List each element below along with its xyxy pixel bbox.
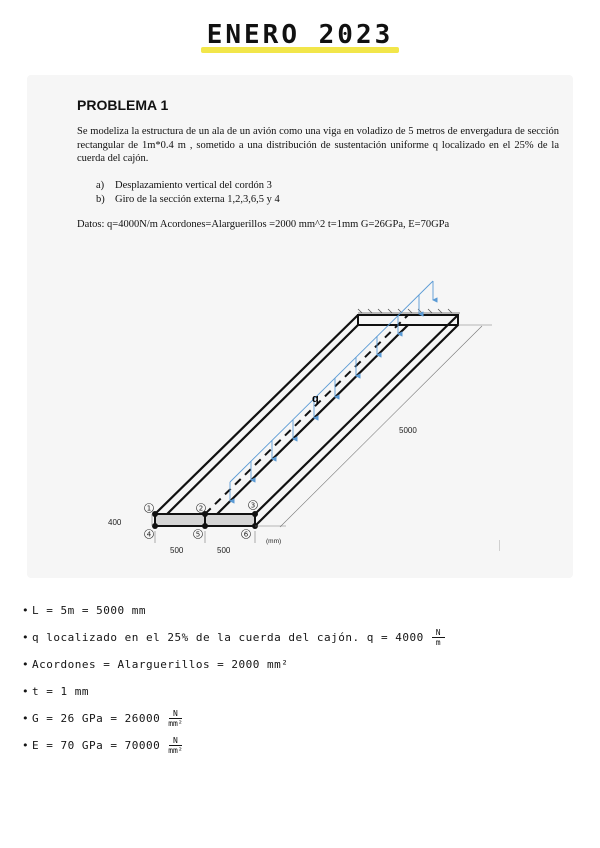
handwritten-notes [22, 597, 582, 759]
node-3: 3 [250, 501, 256, 510]
bullet-icon: • [22, 739, 29, 752]
bullet-icon: • [22, 631, 29, 644]
page-title: ENERO 2023 [201, 20, 400, 50]
note-item: • L = 5m = 5000 mm [22, 604, 146, 617]
fraction: $\frac{N}{\text{mm²}}$ [168, 736, 183, 755]
wing-edges [155, 315, 458, 526]
height-dimension: 400 [108, 518, 122, 527]
problem-statement: Se modeliza la estructura de un ala de un avión como una viga en voladizo de 5 metros de envergadura de sección rectangular de 1m*0.4 m , sometido a una distribución de sustentación uniforme q localizado en el 25% de la cuerda del cajón. [77, 126, 559, 164]
note-item: • E = 70 GPa = 70000 $\frac{N}{\text{mm²}}$ [22, 736, 183, 755]
hidden-edge [205, 315, 408, 514]
root-section [358, 315, 458, 325]
note-item: • Acordones = Alarguerillos = 2000 mm² [22, 658, 289, 671]
note-item: • G = 26 GPa = 26000 $\frac{N}{\text{mm²}}$ [22, 709, 183, 728]
problem-title: PROBLEMA 1 [77, 97, 169, 113]
question-item: a) Desplazamiento vertical del cordón 3 [96, 180, 272, 191]
header [0, 20, 600, 50]
problem-data: Datos: q=4000N/m Acordones=Alarguerillos =2000 mm^2 t=1mm G=26GPa, E=70GPa [77, 219, 450, 230]
bullet-icon: • [22, 604, 29, 617]
wing-box-diagram [100, 275, 500, 555]
width-dimension-1: 500 [170, 546, 184, 555]
node-2: 2 [198, 504, 204, 513]
question-item: b) Giro de la sección externa 1,2,3,6,5 y 4 [96, 193, 280, 205]
load-label: q [312, 393, 319, 405]
bullet-icon: • [22, 658, 29, 671]
node-1: 1 [146, 504, 152, 513]
fraction: $\frac{N}{m}$ [432, 628, 445, 647]
note-item: • t = 1 mm [22, 685, 89, 698]
bullet-icon: • [22, 712, 29, 725]
note-item: • q localizado en el 25% de la cuerda del cajón. q = 4000 $\frac{N}{m}$ [22, 624, 582, 651]
length-dimension: 5000 [399, 426, 417, 435]
node-6: 6 [243, 530, 249, 539]
fraction: $\frac{N}{\text{mm²}}$ [168, 709, 183, 728]
node-4: 4 [146, 530, 152, 539]
bullet-icon: • [22, 685, 29, 698]
wall-hatch [358, 309, 460, 313]
width-dimension-2: 500 [217, 546, 231, 555]
node-5: 5 [195, 530, 201, 539]
question-list [96, 179, 280, 206]
units-label: (mm) [266, 538, 282, 545]
